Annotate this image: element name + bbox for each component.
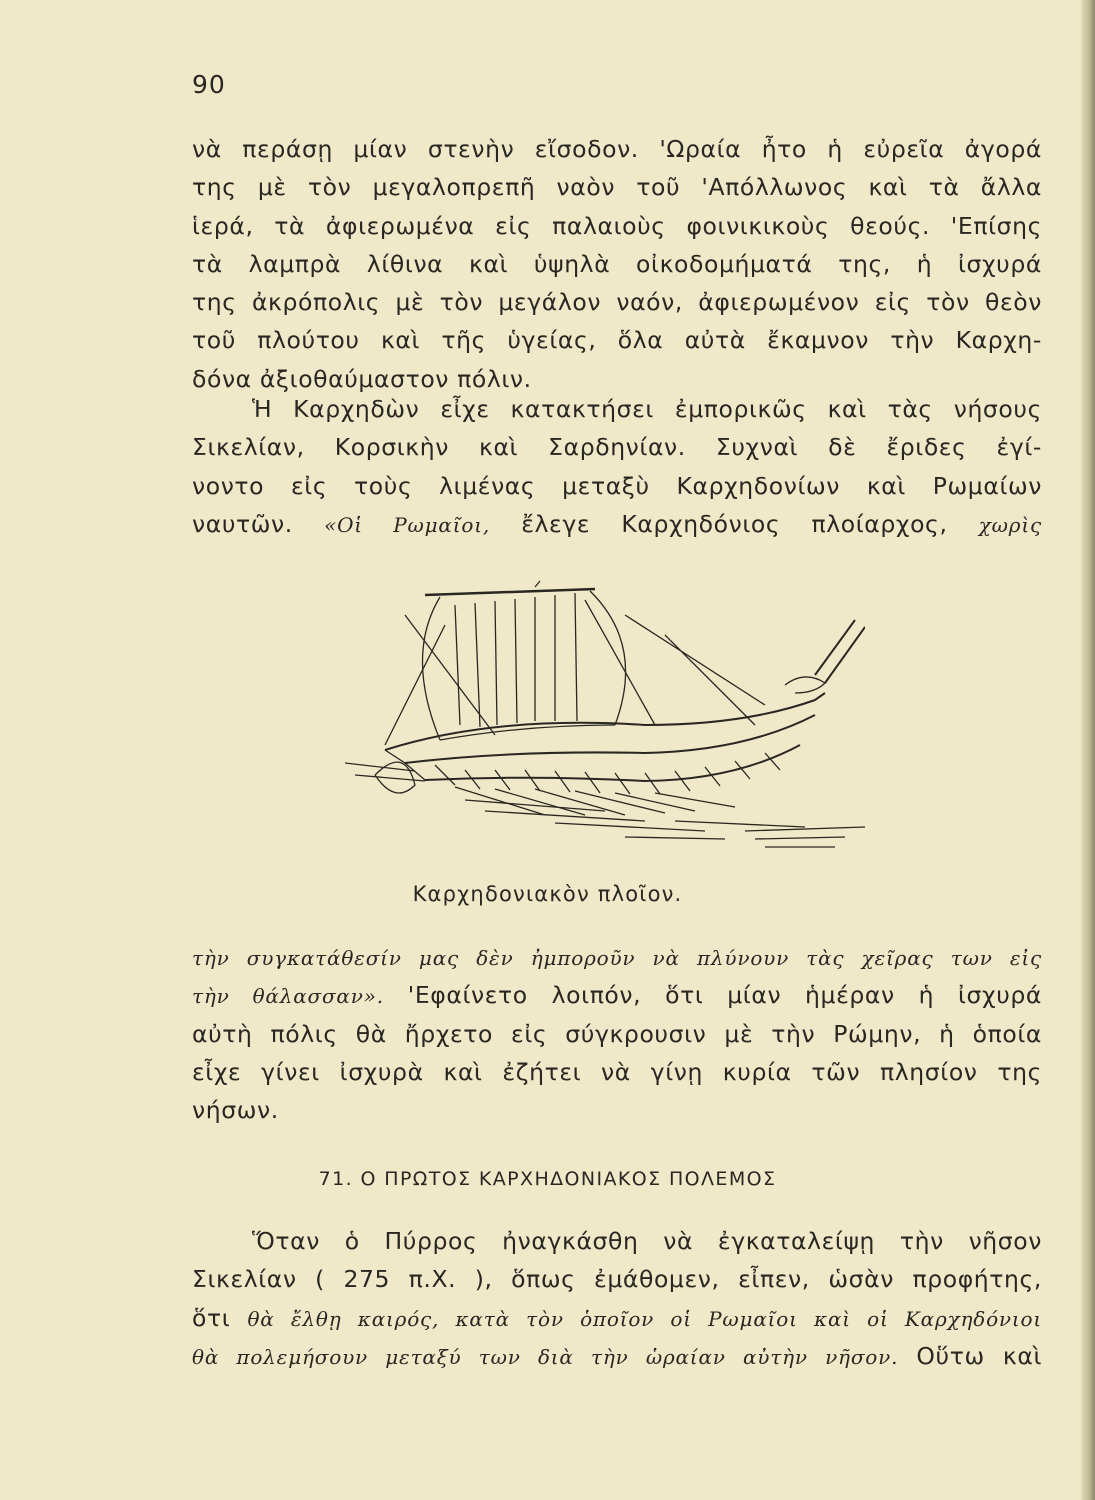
page-number: 90 <box>192 70 226 99</box>
text-line: τοῦ πλούτου καὶ τῆς ὑγείας, ὅλα αὐτὰ ἔκαμνον τὴν Καρχη- <box>192 326 1042 355</box>
text-fragment: ἔλεγε Καρχηδόνιος πλοίαρχος, <box>521 509 948 538</box>
text-line <box>192 938 1042 976</box>
page-edge <box>1081 0 1095 1500</box>
text-line: νήσων. <box>192 1096 279 1125</box>
text-line: της μὲ τὸν μεγαλοπρεπῆ ναὸν τοῦ 'Απόλλωνος καὶ τὰ ἄλλα <box>192 173 1042 202</box>
text-line: δόνα ἀξιοθαύμαστον πόλιν. <box>192 364 532 393</box>
carthaginian-ship-illustration <box>345 575 865 875</box>
text-line: νοντο εἰς τοὺς λιμένας μεταξὺ Καρχηδονίων καὶ Ρωμαίων <box>192 471 1042 500</box>
paragraph-1 <box>192 130 1042 398</box>
text-line: Σικελίαν, Κορσικὴν καὶ Σαρδηνίαν. Συχναὶ δὲ ἔριδες ἐγί- <box>192 433 1042 462</box>
text-line-mixed <box>192 1299 1042 1337</box>
italic-quote: τὴν θάλασσαν». <box>192 984 384 1009</box>
paragraph-4 <box>192 1222 1042 1375</box>
sea-hatching <box>345 763 865 847</box>
text-fragment: ναυτῶν. <box>192 509 293 538</box>
italic-quote: χωρὶς <box>978 512 1042 537</box>
text-line-mixed <box>192 1337 1042 1375</box>
figure-caption: Καρχηδονιακὸν πλοῖον. <box>412 882 683 906</box>
text-line: Ὅταν ὁ Πύρρος ἠναγκάσθη νὰ ἐγκαταλείψῃ τὴν νῆσον <box>252 1227 1042 1255</box>
paragraph-3 <box>192 938 1042 1129</box>
text-line: Σικελίαν ( 275 π.Χ. ), ὅπως ἐμάθομεν, εἶπεν, ὡσὰν προφήτης, <box>192 1265 1042 1294</box>
text-line: εἶχε γίνει ἰσχυρὰ καὶ ἐζήτει νὰ γίνῃ κυρία τῶν πλησίον της <box>192 1057 1042 1086</box>
text-line-mixed <box>192 976 1042 1014</box>
italic-quote: τὴν συγκατάθεσίν μας δὲν ἠμποροῦν νὰ πλύνουν τὰς χεῖρας των εἰς <box>192 946 1042 970</box>
italic-quote: θὰ πολεμήσουν μεταξύ των διὰ τὴν ὡραίαν αὐτὴν νῆσον. <box>192 1344 899 1369</box>
ship-sail <box>385 581 765 745</box>
text-line: Ἡ Καρχηδὼν εἶχε κατακτήσει ἐμπορικῶς καὶ τὰς νήσους <box>252 395 1042 423</box>
text-fragment: 'Εφαίνετο λοιπόν, ὅτι μίαν ἡμέραν ἡ ἰσχυρά <box>407 981 1043 1010</box>
ship-hull <box>375 620 865 815</box>
text-line: τὰ λαμπρὰ λίθινα καὶ ὑψηλὰ οἰκοδομήματά της, ἡ ἰσχυρά <box>192 249 1042 278</box>
section-heading: 71. Ο ΠΡΩΤΟΣ ΚΑΡΧΗΔΟΝΙΑΚΟΣ ΠΟΛΕΜΟΣ <box>318 1168 777 1190</box>
text-line: ἱερά, τὰ ἀφιερωμένα εἰς παλαιοὺς φοινικικοὺς θεούς. 'Επίσης <box>192 211 1042 240</box>
text-fragment: ὅτι <box>192 1303 231 1332</box>
italic-quote: «Οἱ Ρωμαῖοι, <box>324 512 491 537</box>
text-line: νὰ περάσῃ μίαν στενὴν εἴσοδον. 'Ωραία ἦτο ἡ εὐρεῖα ἀγορά <box>192 135 1042 163</box>
paragraph-2 <box>192 390 1042 543</box>
text-fragment: Οὕτω καὶ <box>916 1341 1042 1370</box>
italic-quote: θὰ ἔλθῃ καιρός, κατὰ τὸν ὁποῖον οἱ Ρωμαῖοι καὶ οἱ Καρχηδόνιοι <box>247 1306 1042 1331</box>
text-line: αὐτὴ πόλις θὰ ἤρχετο εἰς σύγκρουσιν μὲ τὴν Ρώμην, ἡ ὁποία <box>192 1019 1042 1048</box>
text-line: της ἀκρόπολις μὲ τὸν μεγάλον ναόν, ἀφιερωμένον εἰς τὸν θεὸν <box>192 288 1042 317</box>
text-line-mixed <box>192 505 1042 543</box>
